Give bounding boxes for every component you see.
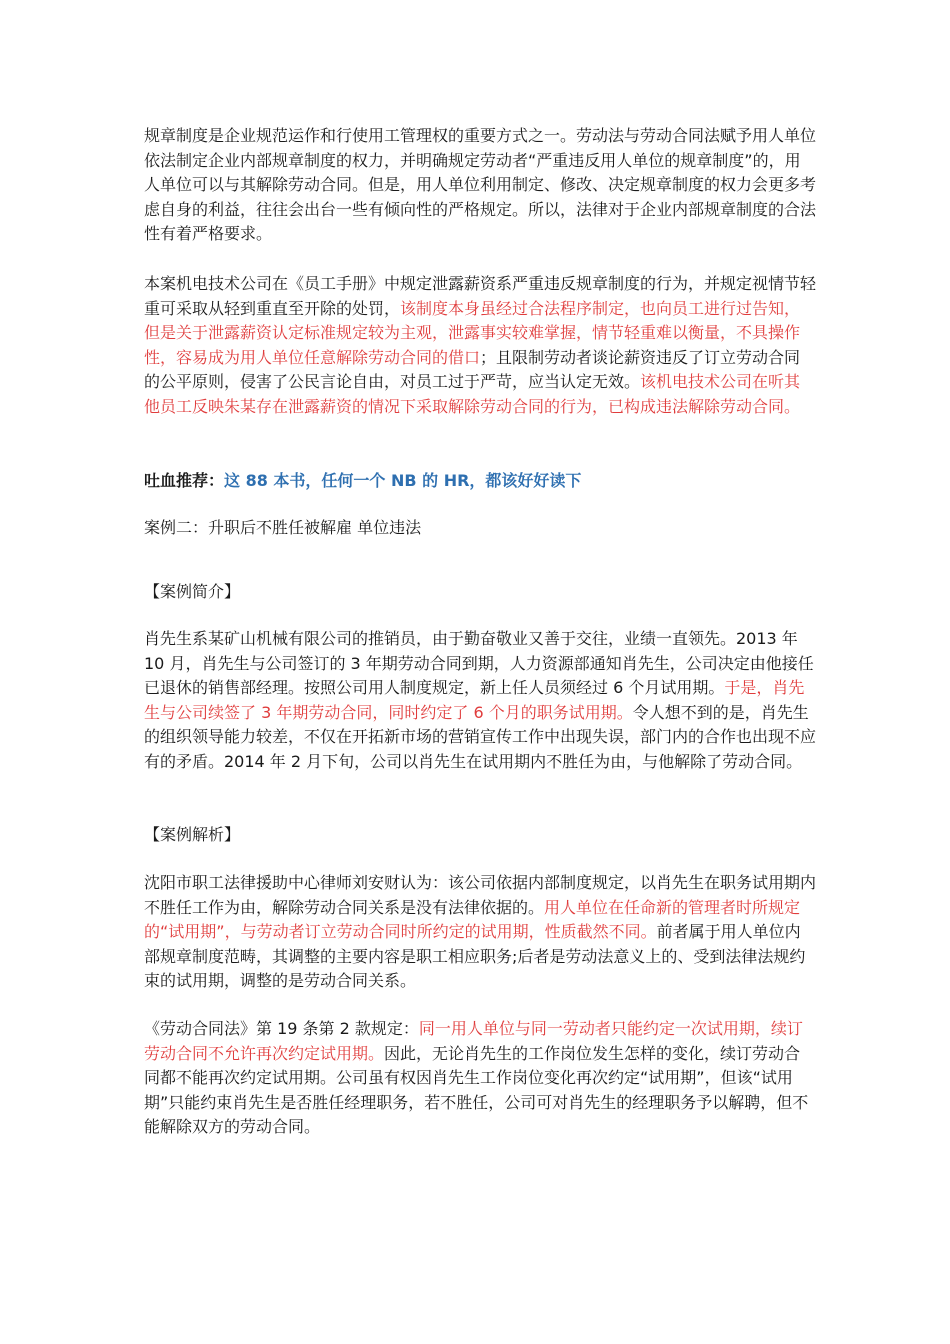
section-heading-intro: 【案例简介】: [144, 582, 241, 601]
paragraph-text: 令人想不到的是，肖先生的组织领导能力较差，不仅在开拓新市场的营销宣传工作中出现失误，部门内的合作也出现不应有的矛盾。2014 年 2 月下旬，公司以肖先生在试用期内不胜任为由，与他解除了劳动合同。: [144, 702, 817, 771]
highlight-text: 同一用人单位与同一劳动者只能约定一次试用期，续订劳动合同不允许再次约定试用期。: [144, 1019, 803, 1063]
paragraph-text: 因此，无论肖先生的工作岗位发生怎样的变化，续订劳动合同都不能再次约定试用期。公司虽有权因肖先生工作岗位变化再次约定“试用期”，但该“试用期”只能约束肖先生是否胜任经理职务，若不胜任，公司可对肖先生的经理职务予以解聘，但不能解除双方的劳动合同。: [144, 1043, 809, 1136]
highlight-text: 用人单位在任命新的管理者时所规定的“试用期”，与劳动者订立劳动合同时所约定的试用期，性质截然不同。: [144, 897, 801, 941]
paragraph-rules-intro: 规章制度是企业规范运作和行使用工管理权的重要方式之一。劳动法与劳动合同法赋予用人单位依法制定企业内部规章制度的权力，并明确规定劳动者“严重违反用人单位的规章制度”的，用人单位可以与其解除劳动合同。但是，用人单位利用制定、修改、决定规章制度的权力会更多考虑自身的利益，往往会出台一些有倾向性的严格规定。所以，法律对于企业内部规章制度的合法性有着严格要求。: [144, 126, 817, 243]
section-heading-analysis: 【案例解析】: [144, 825, 241, 844]
highlight-text: 该机电技术公司在听其他员工反映朱某存在泄露薪资的情况下采取解除劳动合同的行为，已构成违法解除劳动合同。: [144, 372, 801, 416]
paragraph-text: 前者属于用人单位内部规章制度范畴，其调整的主要内容是职工相应职务;后者是劳动法意义上的、受到法律法规约束的试用期，调整的是劳动合同关系。: [144, 922, 806, 990]
paragraph-case2-intro: [144, 627, 816, 774]
paragraph-case1-analysis: [144, 272, 816, 419]
paragraph-case2-analysis: [144, 871, 816, 994]
paragraph-text: 《劳动合同法》第 19 条第 2 款规定：: [144, 1019, 419, 1038]
paragraph-text: 本案机电技术公司在《员工手册》中规定泄露薪资系严重违反规章制度的行为，并规定视情节轻重可采取从轻到重直至开除的处罚，: [144, 274, 817, 318]
highlight-text: 于是，肖先生与公司续签了 3 年期劳动合同，同时约定了 6 个月的职务试用期。: [144, 678, 805, 722]
paragraph-text: 沈阳市职工法律援助中心律师刘安财认为：该公司依据内部制度规定，以肖先生在职务试用期内不胜任工作为由，解除劳动合同关系是没有法律依据的。: [144, 873, 817, 917]
paragraph-text: 肖先生系某矿山机械有限公司的推销员，由于勤奋敬业又善于交往，业绩一直领先。2013 年 10 月，肖先生与公司签订的 3 年期劳动合同到期，人力资源部通知肖先生，公司决定由他接任已退休的销售部经理。按照公司用人制度规定，新上任人员须经过 6 个月试用期。: [144, 629, 814, 697]
highlight-text: 该制度本身虽经过合法程序制定，也向员工进行过告知，但是关于泄露薪资认定标准规定较为主观，泄露事实较难掌握，情节轻重难以衡量，不具操作性，容易成为用人单位任意解除劳动合同的借口: [144, 298, 801, 367]
recommendation-line: [144, 469, 816, 494]
paragraph-text: ；且限制劳动者谈论薪资违反了订立劳动合同的公平原则，侵害了公民言论自由，对员工过于严苛，应当认定无效。: [144, 347, 801, 391]
case2-title: 案例二：升职后不胜任被解雇 单位违法: [144, 518, 422, 537]
recommendation-label: 吐血推荐：: [144, 471, 225, 490]
recommendation-link[interactable]: 这 88 本书，任何一个 NB 的 HR，都该好好读下: [224, 471, 582, 490]
paragraph-labor-law: [144, 1017, 816, 1140]
